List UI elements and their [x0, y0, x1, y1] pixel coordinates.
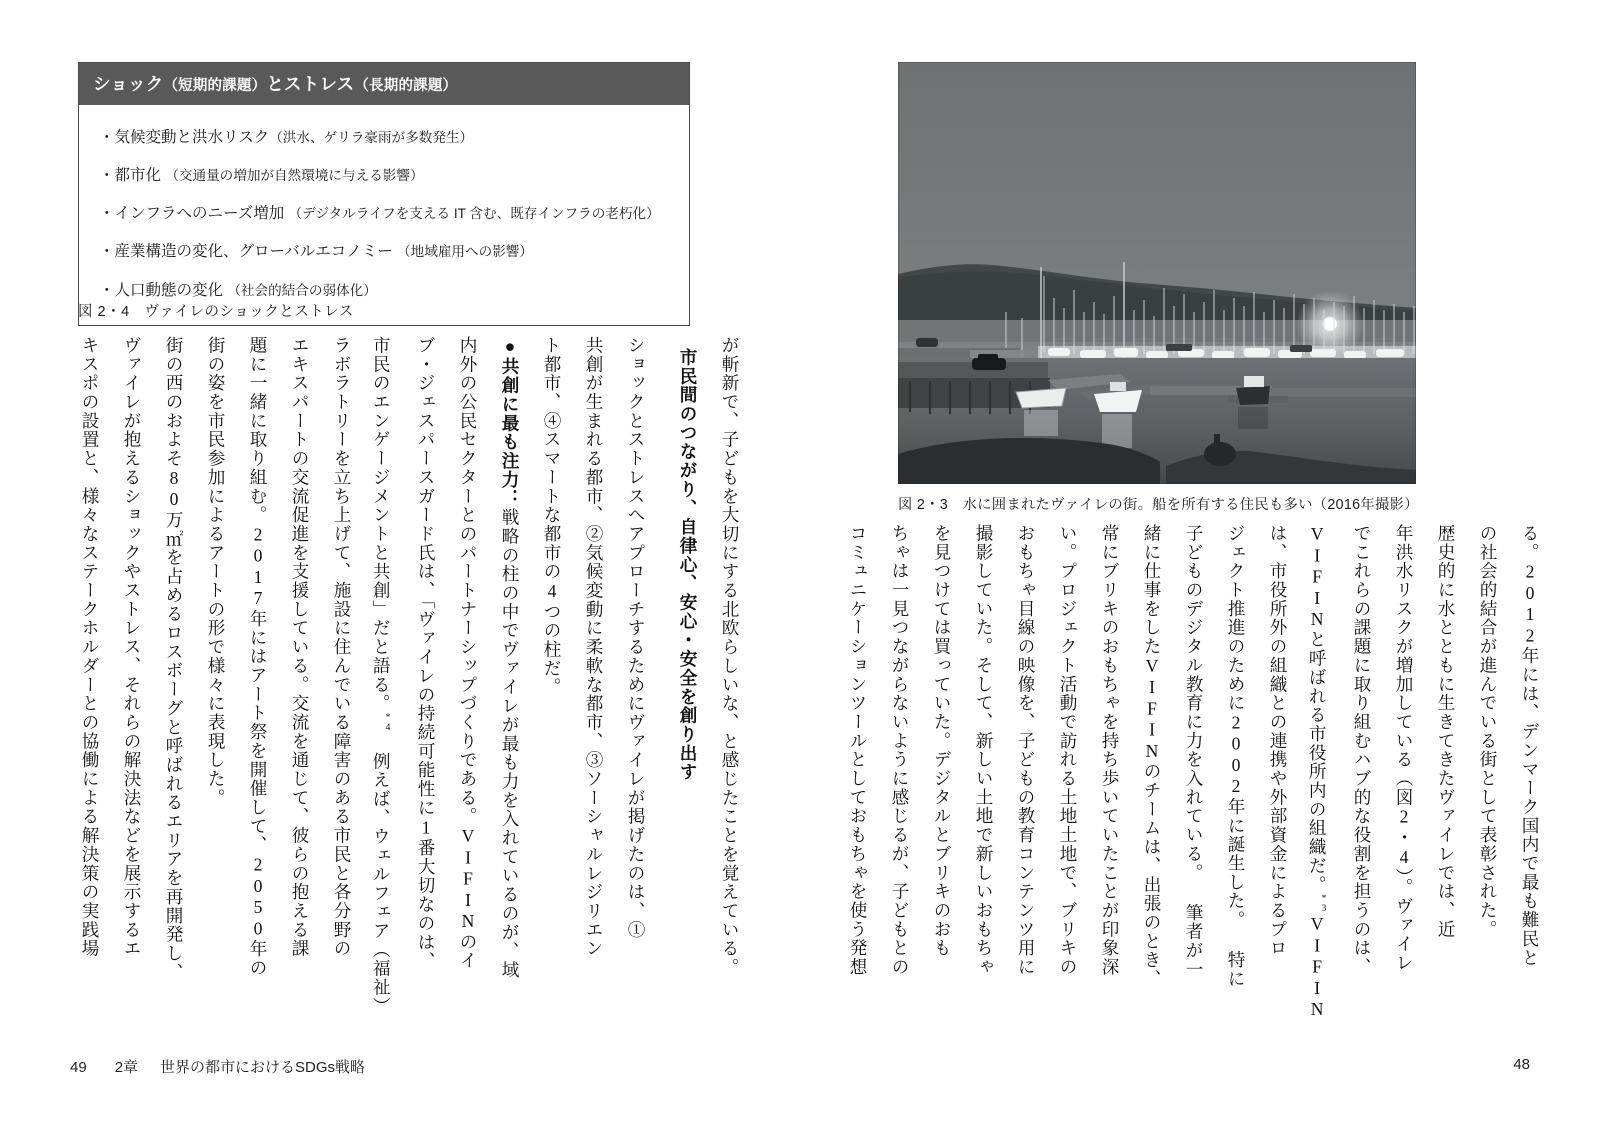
figure-bullet-1: [95, 118, 673, 156]
left-text-column-14: 街の西のおよそ80万㎡を占めるロスボーグと呼ばれるエリアを再開発し、: [164, 336, 184, 982]
right-text-column-13: おもちゃ目線の映像を、子どもの教育コンテンツ用に: [1016, 524, 1036, 977]
figure-bullet-2: [95, 156, 673, 194]
bullet-paren: （洪水、ゲリラ豪雨が多数発生）: [269, 129, 474, 145]
figure-header-sub2: （長期的課題）: [354, 78, 458, 94]
left-text-column-10: ラボラトリーを立ち上げて、施設に住んでいる障害のある市民と各分野の: [332, 336, 352, 959]
right-text-column-7: は、市役所外の組織との連携や外部資金によるプロ: [1268, 524, 1288, 958]
right-text-column-12: い。プロジェクト活動で訪れる土地土地で、ブリキの: [1058, 524, 1078, 977]
left-section-heading: 市民間のつながり、自律心、安心・安全を創り出す: [678, 348, 698, 782]
figure-header-sub1: （短期的課題）: [163, 78, 267, 94]
footnote-ref-3: *3: [1319, 894, 1329, 915]
right-text-column-10: 緒に仕事をしたVIFINのチームは、出張のとき、: [1142, 524, 1162, 989]
bullet-main: ・インフラへのニーズ増加: [99, 205, 289, 222]
right-text-column-15: を見つけては買っていた。デジタルとブリキのおも: [932, 524, 952, 958]
left-page-number: 49: [70, 1059, 87, 1076]
left-text-column-16: キスポの設置と、様々なステークホルダーとの協働による解決策の実践場: [80, 336, 100, 959]
left-text-column-11: エキスパートの交流促進を支援している。交流を通じて、彼らの抱える課: [290, 336, 310, 959]
bullet-paren: （地域雇用への影響）: [397, 244, 533, 260]
right-text-column-9: 子どものデジタル教育に力を入れている。 筆者が一: [1184, 524, 1204, 979]
right-text-column-2: の社会的結合が進んでいる街として表彰された。: [1478, 524, 1498, 939]
footnote-ref-4: *4: [383, 713, 393, 733]
figure-header-mid: とストレス: [266, 74, 355, 94]
left-text-column-5: ト都市、④スマートな都市の4つの柱だ。: [542, 336, 562, 697]
bullet-paren: （交通量の増加が自然環境に与える影響）: [165, 167, 424, 183]
left-text-column-8: ブ・ジェスパースガード氏は、「ヴァイレの持続可能性に1番大切なのは、: [416, 336, 436, 971]
left-bold-lead: ●共創に最も注力：: [500, 336, 520, 509]
figure-box-header: [79, 63, 689, 105]
bullet-main: ・気候変動と洪水リスク: [99, 128, 270, 146]
chapter-title: 世界の都市におけるSDGs戦略: [160, 1059, 366, 1076]
figure-caption-2-4: 図 2・4 ヴァイレのショックとストレス: [78, 304, 354, 320]
photo-graphic: [898, 62, 1416, 484]
right-text-column-11: 常にブリキのおもちゃを持ち歩いていたことが印象深: [1100, 524, 1120, 977]
vejle-marina-photo: [898, 62, 1416, 484]
left-column-9-text: 市民のエンゲージメントと共創」だと語る。: [371, 336, 392, 713]
right-text-column-4: 年洪水リスクが増加している（図2・4）。ヴァイレ: [1394, 524, 1414, 973]
right-text-column-14: 撮影していた。そして、新しい土地で新しいおもちゃ: [974, 524, 994, 977]
bullet-paren: （社会的結合の弱体化）: [227, 282, 377, 298]
bullet-main: ・都市化: [99, 166, 166, 184]
right-text-column-1: る。2012年には、デンマーク国内で最も難民と: [1520, 524, 1540, 968]
right-text-column-16: ちゃは一見つながらないように感じるが、子どもとの: [890, 524, 910, 977]
figure-header-main: ショック: [93, 74, 164, 94]
left-text-column-13: 街の姿を市民参加によるアートの形で様々に表現した。: [206, 336, 226, 808]
bullet-paren: （デジタルライフを支える IT 含む、既存インフラの老朽化）: [288, 206, 660, 221]
figure-box-body: [79, 105, 689, 325]
left-text-column-6: [500, 336, 518, 1044]
figure-box-shock-stress: [78, 62, 690, 326]
left-text-column-4: 共創が生まれる都市、②気候変動に柔軟な都市、③ソーシャルレジリエン: [584, 336, 604, 959]
right-text-column-6: [1308, 524, 1328, 1024]
left-text-column-1: が斬新で、子どもを大切にする北欧らしいな、と感じたことを覚えている。: [720, 336, 740, 977]
right-page-number: 48: [1513, 1056, 1530, 1073]
bullet-main: ・人口動態の変化: [99, 281, 228, 299]
right-page: [800, 0, 1600, 1130]
bullet-main: ・産業構造の変化、グローバルエコノミー: [99, 243, 398, 261]
figure-bullet-4: [95, 233, 673, 271]
right-text-column-17: コミュニケーションツールとしておもちゃを使う発想: [848, 524, 868, 977]
left-text-column-7: 内外の公民セクターとのパートナーシップづくりである。VIFINのイ: [458, 336, 478, 971]
left-text-column-15: ヴァイレが抱えるショックやストレス、それらの解決法などを展示するエ: [122, 336, 142, 959]
left-column-6-rest: 戦略の柱の中でヴァイレが最も力を入れているのが、域: [500, 508, 520, 980]
photo-caption-2-3: 図 2・3 水に囲まれたヴァイレの街。船を所有する住民も多い（2016年撮影）: [898, 497, 1419, 513]
chapter-label: 2章: [114, 1059, 139, 1076]
figure-bullet-3: [95, 195, 673, 233]
right-column-6-tail: VIFIN: [1307, 914, 1328, 1021]
left-page-footer: [70, 1056, 365, 1077]
right-text-column-3: 歴史的に水とともに生きてきたヴァイレでは、近: [1436, 524, 1456, 939]
left-text-column-9: [372, 336, 392, 1044]
left-column-9-tail: 例えば、ウェルフェア（福祉）: [371, 733, 392, 1016]
left-text-column-3: ショックとストレスへアプローチするためにヴァイレが掲げたのは、①: [626, 336, 646, 940]
right-text-column-8: ジェクト推進のために2002年に誕生した。 特に: [1226, 524, 1246, 989]
left-text-column-12: 題に一緒に取り組む。2017年にはアート祭を開催して、2050年の: [248, 336, 268, 978]
right-column-6-text: VIFINと呼ばれる市役所内の組織だ。: [1307, 524, 1328, 895]
right-text-column-5: でこれらの課題に取り組むハブ的な役割を担うのは、: [1352, 524, 1372, 977]
